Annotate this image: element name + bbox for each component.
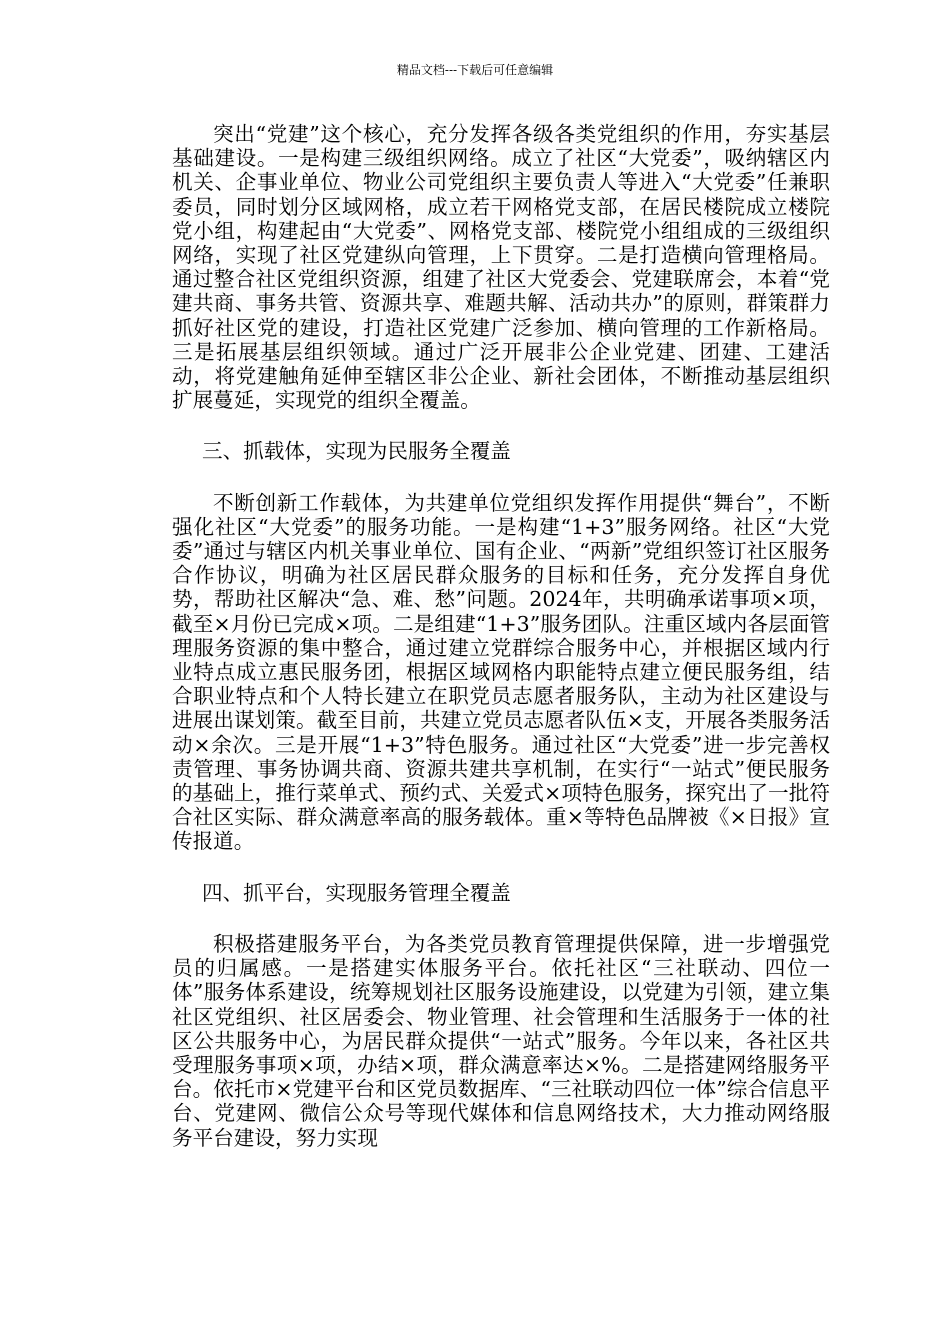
document-body bbox=[172, 122, 830, 1150]
paragraph-service-platform: 积极搭建服务平台，为各类党员教育管理提供保障，进一步增强党员的归属感。一是搭建实体服务平台。依托社区“三社联动、四位一体”服务体系建设，统筹规划社区服务设施建设，以党建为引领，建立集社区党组织、社区居委会、物业管理、社会管理和生活服务于一体的社区公共服务中心，为居民群众提供“一站式”服务。今年以来，各社区共受理服务事项×项，办结×项，群众满意率达×%。二是搭建网络服务平台。依托市×党建平台和区党员数据库、“三社联动四位一体”综合信息平台、党建网、微信公众号等现代媒体和信息网络技术，大力推动网络服务平台建设，努力实现 bbox=[172, 931, 830, 1150]
paragraph-service-carrier: 不断创新工作载体，为共建单位党组织发挥作用提供“舞台”，不断强化社区“大党委”的服务功能。一是构建“1+3”服务网络。社区“大党委”通过与辖区内机关事业单位、国有企业、“两新”党组织签订社区服务合作协议，明确为社区居民群众服务的目标和任务，充分发挥自身优势，帮助社区解决“急、难、愁”问题。2024年，共明确承诺事项×项，截至×月份已完成×项。二是组建“1+3”服务团队。注重区域内各层面管理服务资源的集中整合，通过建立党群综合服务中心，并根据区域内行业特点成立惠民服务团，根据区域网格内职能特点建立便民服务组，结合职业特点和个人特长建立在职党员志愿者服务队，主动为社区建设与进展出谋划策。截至目前，共建立党员志愿者队伍×支，开展各类服务活动×余次。三是开展“1+3”特色服务。通过社区“大党委”进一步完善权责管理、事务协调共商、资源共建共享机制，在实行“一站式”便民服务的基础上，推行菜单式、预约式、关爱式×项特色服务，探究出了一批符合社区实际、群众满意率高的服务载体。重×等特色品牌被《×日报》宣传报道。 bbox=[172, 490, 830, 854]
page-header: 精品文档---下载后可任意编辑 bbox=[396, 63, 554, 77]
paragraph-gap bbox=[172, 464, 830, 491]
section-heading-carrier: 三、抓载体，实现为民服务全覆盖 bbox=[202, 439, 511, 464]
paragraph-gap bbox=[172, 412, 830, 439]
section-heading-platform: 四、抓平台，实现服务管理全覆盖 bbox=[202, 880, 511, 905]
paragraph-party-core: 突出“党建”这个核心，充分发挥各级各类党组织的作用，夯实基层基础建设。一是构建三级组织网络。成立了社区“大党委”，吸纳辖区内机关、企事业单位、物业公司党组织主要负责人等进入“大党委”任兼职委员，同时划分区域网格，成立若干网格党支部，在居民楼院成立楼院党小组，构建起由“大党委”、网格党支部、楼院党小组组成的三级组织网络，实现了社区党建纵向管理，上下贯穿。二是打造横向管理格局。通过整合社区党组织资源，组建了社区大党委会、党建联席会，本着“党建共商、事务共管、资源共享、难题共解、活动共办”的原则，群策群力抓好社区党的建设，打造社区党建广泛参加、横向管理的工作新格局。三是拓展基层组织领域。通过广泛开展非公企业党建、团建、工建活动，将党建触角延伸至辖区非公企业、新社会团体，不断推动基层组织扩展蔓延，实现党的组织全覆盖。 bbox=[172, 122, 830, 413]
paragraph-gap bbox=[172, 854, 830, 881]
paragraph-gap bbox=[172, 905, 830, 932]
